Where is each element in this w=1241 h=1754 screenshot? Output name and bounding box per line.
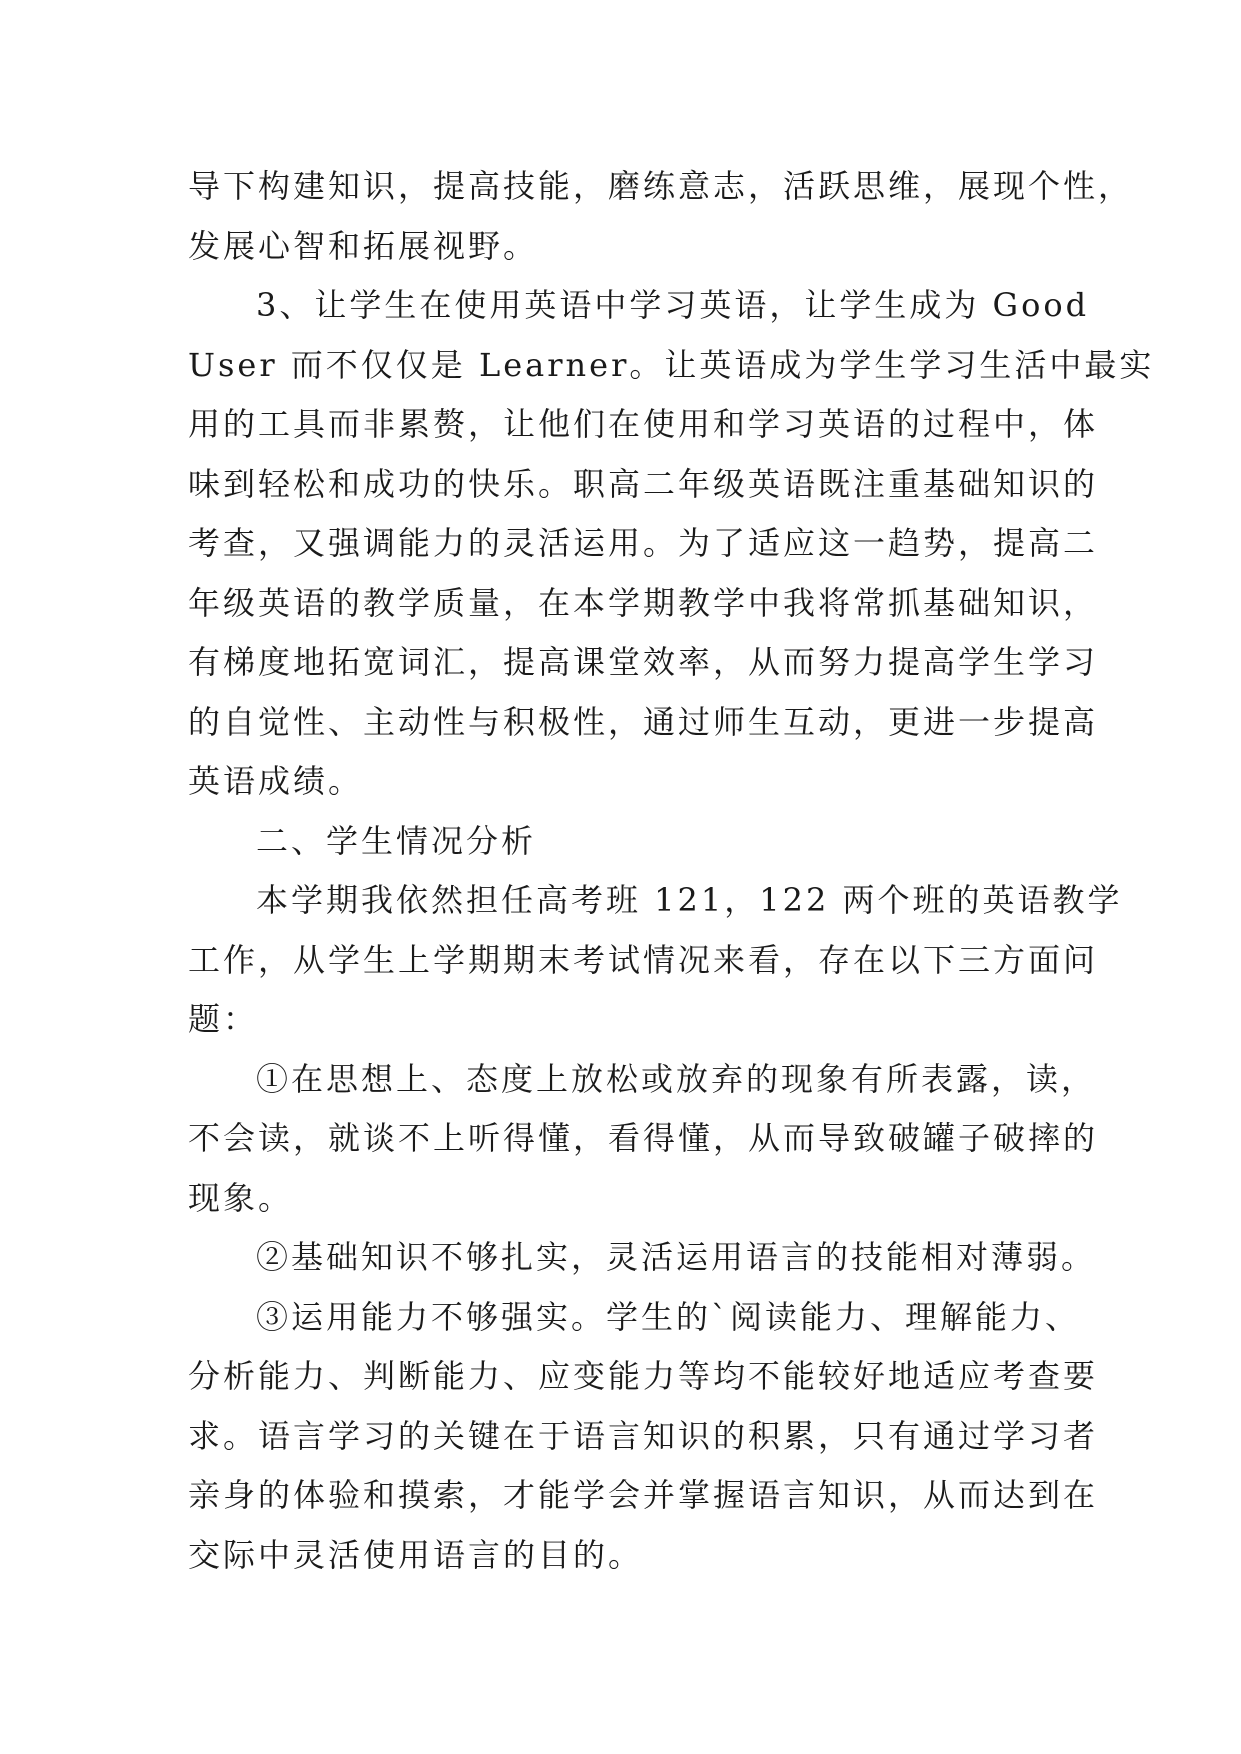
text-line: 题： <box>188 1000 259 1038</box>
text-line: 有梯度地拓宽词汇，提高课堂效率，从而努力提高学生学习 <box>188 643 1099 681</box>
text-line: 导下构建知识，提高技能，磨练意志，活跃思维，展现个性， <box>188 167 1134 205</box>
text-line: ②基础知识不够扎实，灵活运用语言的技能相对薄弱。 <box>256 1238 1097 1276</box>
text-line: 味到轻松和成功的快乐。职高二年级英语既注重基础知识的 <box>188 464 1099 503</box>
text-line: 的自觉性、主动性与积极性，通过师生互动，更进一步提高 <box>188 702 1099 741</box>
text-line: 年级英语的教学质量，在本学期教学中我将常抓基础知识， <box>188 583 1099 622</box>
text-line: ③运用能力不够强实。学生的`阅读能力、理解能力、 <box>256 1297 1081 1336</box>
text-line: 现象。 <box>188 1178 294 1217</box>
text-line: 发展心智和拓展视野。 <box>188 226 539 265</box>
text-line: 分析能力、判断能力、应变能力等均不能较好地适应考查要 <box>188 1357 1099 1395</box>
text-line: User 而不仅仅是 Learner。让英语成为学生学习生活中最实 <box>188 345 1155 384</box>
text-line: 本学期我依然担任高考班 121，122 两个班的英语教学 <box>256 881 1123 919</box>
text-line: ①在思想上、态度上放松或放弃的现象有所表露，读， <box>256 1059 1097 1098</box>
text-line: 考查，又强调能力的灵活运用。为了适应这一趋势，提高二 <box>188 524 1099 562</box>
text-line: 亲身的体验和摸索，才能学会并掌握语言知识，从而达到在 <box>188 1476 1099 1514</box>
text-line: 3、让学生在使用英语中学习英语，让学生成为 Good <box>256 286 1090 324</box>
text-line: 求。语言学习的关键在于语言知识的积累，只有通过学习者 <box>188 1416 1099 1455</box>
text-line: 不会读，就谈不上听得懂，看得懂，从而导致破罐子破摔的 <box>188 1119 1099 1157</box>
text-line: 用的工具而非累赘，让他们在使用和学习英语的过程中，体 <box>188 405 1099 443</box>
text-line: 交际中灵活使用语言的目的。 <box>188 1535 644 1574</box>
text-line: 工作，从学生上学期期末考试情况来看，存在以下三方面问 <box>188 940 1099 979</box>
body-text <box>188 157 1155 1585</box>
text-line: 二、学生情况分析 <box>256 821 537 860</box>
text-line: 英语成绩。 <box>188 762 364 800</box>
